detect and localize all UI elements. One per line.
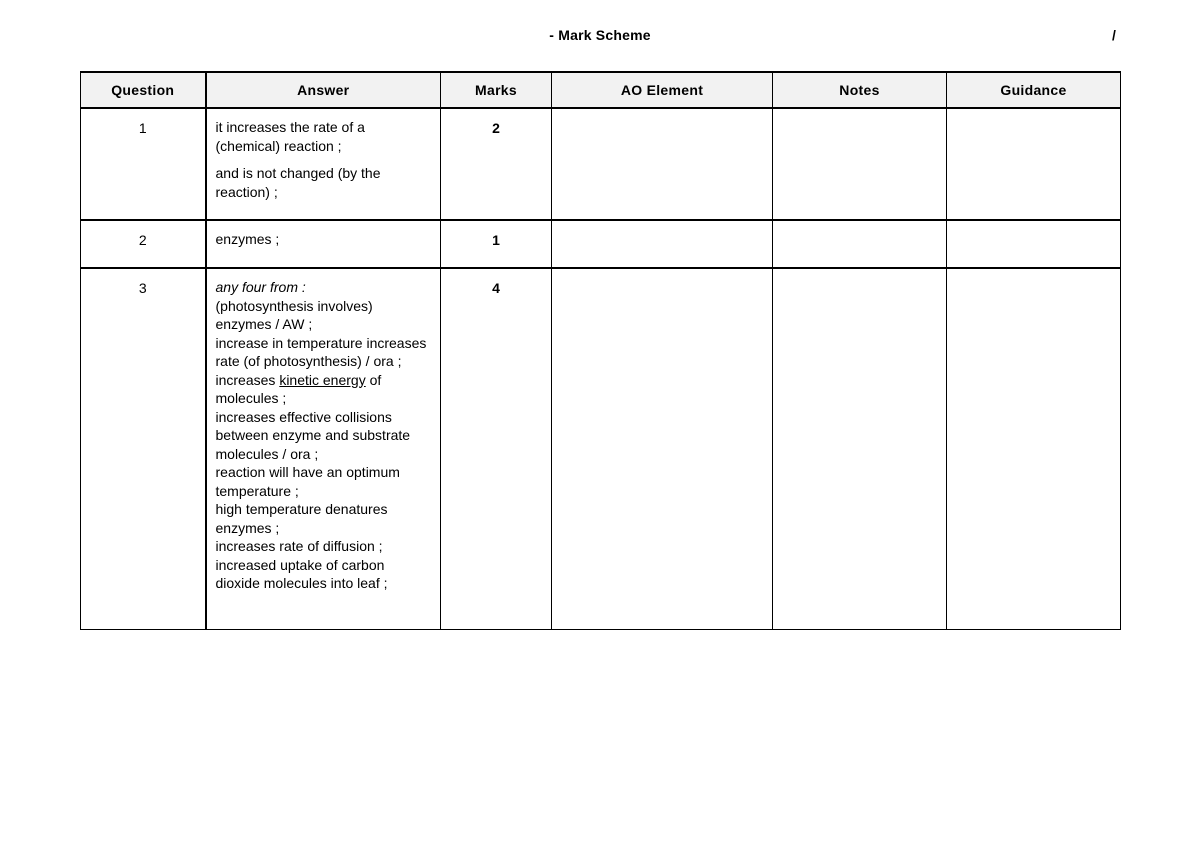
answer-line-kinetic-energy <box>216 371 433 408</box>
answer-line: reaction will have an optimum temperature ; <box>215 464 400 499</box>
question-cell <box>81 220 206 268</box>
answer-text: enzymes ; <box>215 231 280 247</box>
answer-text: it increases the rate of a (chemical) reaction ; <box>215 119 365 154</box>
answer-cell <box>206 108 441 220</box>
marks-value: 4 <box>492 280 500 296</box>
guidance-cell <box>947 268 1121 630</box>
guidance-cell <box>947 220 1121 268</box>
answer-fragment: increases <box>215 371 276 388</box>
guidance-cell <box>947 108 1121 220</box>
notes-cell <box>773 108 947 220</box>
column-header-notes: Notes <box>773 72 947 108</box>
column-header-ao-element: AO Element <box>552 72 773 108</box>
answer-line: (photosynthesis involves) enzymes / AW ; <box>215 297 373 332</box>
answer-cell <box>206 220 441 268</box>
column-header-marks: Marks <box>441 72 552 108</box>
answer-line: increased uptake of carbon dioxide molecules into leaf ; <box>215 556 388 591</box>
answer-line: increases rate of diffusion ; <box>215 538 383 554</box>
question-cell <box>81 268 206 630</box>
table-row <box>81 220 1121 268</box>
column-header-guidance: Guidance <box>947 72 1121 108</box>
answer-fragment: of molecules ; <box>215 371 382 406</box>
mark-scheme-table <box>80 71 1121 630</box>
page-mark: / <box>1112 27 1116 43</box>
answer-line: high temperature denatures enzymes ; <box>215 501 388 536</box>
column-header-question: Question <box>81 72 206 108</box>
answer-text: and is not changed (by the reaction) ; <box>215 165 381 200</box>
page-title: - Mark Scheme <box>549 27 651 43</box>
marks-value: 1 <box>492 232 500 248</box>
table-row <box>81 108 1121 220</box>
question-number: 1 <box>138 120 147 136</box>
underlined-term: kinetic energy <box>279 371 366 388</box>
notes-cell <box>773 220 947 268</box>
answer-line: increases effective collisions between enzyme and substrate molecules / ora ; <box>215 408 411 462</box>
marks-cell <box>441 268 552 630</box>
question-number: 2 <box>138 232 147 248</box>
marks-value: 2 <box>492 120 500 136</box>
answer-cell <box>206 268 441 630</box>
ao-element-cell <box>552 268 773 630</box>
notes-cell <box>773 268 947 630</box>
question-number: 3 <box>138 280 147 296</box>
marks-cell <box>441 108 552 220</box>
ao-element-cell <box>552 220 773 268</box>
table-row <box>81 268 1121 630</box>
question-cell <box>81 108 206 220</box>
answer-line: increase in temperature increases rate (of photosynthesis) / ora ; <box>215 334 427 369</box>
table-header-row <box>81 72 1121 108</box>
answer-intro: any four from : <box>215 279 306 295</box>
column-header-answer: Answer <box>206 72 441 108</box>
ao-element-cell <box>552 108 773 220</box>
marks-cell <box>441 220 552 268</box>
